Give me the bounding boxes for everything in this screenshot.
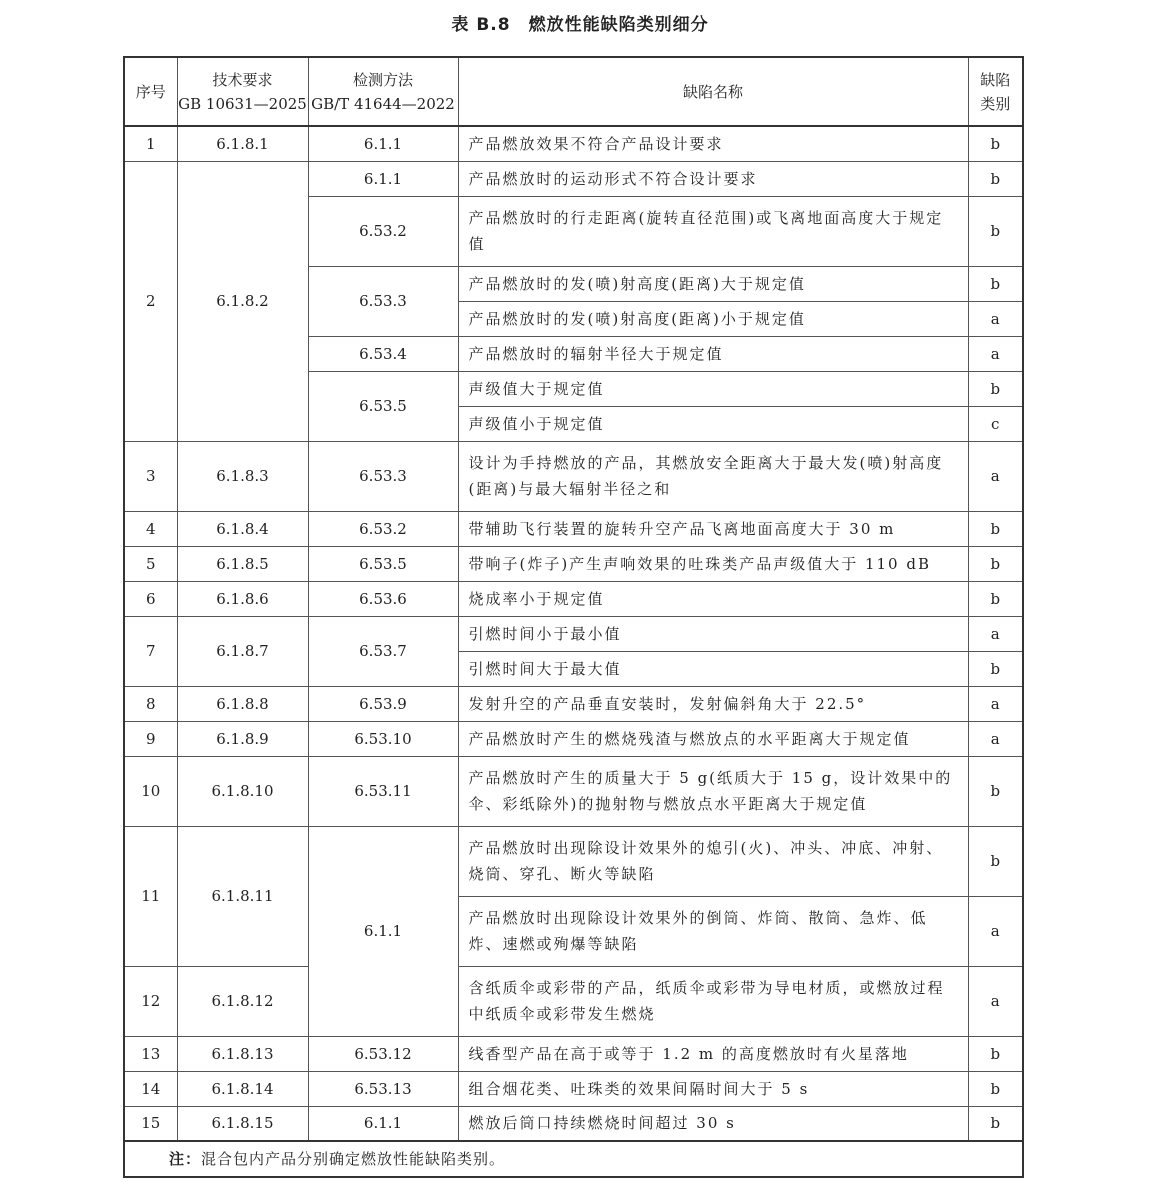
requirement-cell: 6.1.8.2: [177, 161, 308, 441]
category-cell: b: [968, 196, 1023, 266]
defect-name-cell: 组合烟花类、吐珠类的效果间隔时间大于 5 s: [458, 1071, 968, 1106]
defect-name-cell: 含纸质伞或彩带的产品，纸质伞或彩带为导电材质，或燃放过程中纸质伞或彩带发生燃烧: [458, 966, 968, 1036]
seq-cell: 1: [124, 126, 177, 161]
table-row: [124, 721, 1023, 756]
table-row: [124, 756, 1023, 826]
defect-name-cell: 带响子(炸子)产生声响效果的吐珠类产品声级值大于 110 dB: [458, 546, 968, 581]
requirement-cell: 6.1.8.12: [177, 966, 308, 1036]
note-row: [124, 1141, 1023, 1177]
category-cell: a: [968, 616, 1023, 651]
category-cell: a: [968, 336, 1023, 371]
category-cell: b: [968, 511, 1023, 546]
table-row: [124, 1106, 1023, 1141]
seq-cell: 15: [124, 1106, 177, 1141]
seq-cell: 8: [124, 686, 177, 721]
requirement-cell: 6.1.8.10: [177, 756, 308, 826]
method-cell: 6.53.3: [308, 266, 458, 336]
category-cell: b: [968, 581, 1023, 616]
defect-name-cell: 产品燃放时出现除设计效果外的倒筒、炸筒、散筒、急炸、低炸、速燃或殉爆等缺陷: [458, 896, 968, 966]
method-cell: 6.53.5: [308, 371, 458, 441]
defect-name-cell: 设计为手持燃放的产品，其燃放安全距离大于最大发(喷)射高度(距离)与最大辐射半径之和: [458, 441, 968, 511]
method-cell: 6.53.12: [308, 1036, 458, 1071]
requirement-cell: 6.1.8.11: [177, 826, 308, 966]
table-row: [124, 126, 1023, 161]
category-cell: b: [968, 371, 1023, 406]
defect-name-cell: 产品燃放时的行走距离(旋转直径范围)或飞离地面高度大于规定值: [458, 196, 968, 266]
category-cell: b: [968, 651, 1023, 686]
defect-name-cell: 烧成率小于规定值: [458, 581, 968, 616]
defect-name-cell: 产品燃放时的发(喷)射高度(距离)小于规定值: [458, 301, 968, 336]
method-cell: 6.53.9: [308, 686, 458, 721]
requirement-cell: 6.1.8.7: [177, 616, 308, 686]
seq-cell: 9: [124, 721, 177, 756]
defect-name-cell: 带辅助飞行装置的旋转升空产品飞离地面高度大于 30 m: [458, 511, 968, 546]
category-cell: b: [968, 126, 1023, 161]
defect-name-cell: 产品燃放时的运动形式不符合设计要求: [458, 161, 968, 196]
method-cell: 6.1.1: [308, 161, 458, 196]
table-row: [124, 826, 1023, 896]
category-cell: a: [968, 441, 1023, 511]
table-row: [124, 546, 1023, 581]
table-row: [124, 441, 1023, 511]
seq-cell: 7: [124, 616, 177, 686]
defect-name-cell: 燃放后筒口持续燃烧时间超过 30 s: [458, 1106, 968, 1141]
defect-name-cell: 产品燃放时产生的燃烧残渣与燃放点的水平距离大于规定值: [458, 721, 968, 756]
category-cell: b: [968, 546, 1023, 581]
category-cell: c: [968, 406, 1023, 441]
seq-cell: 4: [124, 511, 177, 546]
category-cell: a: [968, 721, 1023, 756]
category-cell: b: [968, 1106, 1023, 1141]
seq-cell: 10: [124, 756, 177, 826]
seq-cell: 2: [124, 161, 177, 441]
note-label: 注：: [169, 1150, 202, 1168]
seq-cell: 3: [124, 441, 177, 511]
seq-cell: 12: [124, 966, 177, 1036]
defect-name-cell: 产品燃放时出现除设计效果外的熄引(火)、冲头、冲底、冲射、烧筒、穿孔、断火等缺陷: [458, 826, 968, 896]
method-cell: 6.53.4: [308, 336, 458, 371]
defect-name-cell: 线香型产品在高于或等于 1.2 m 的高度燃放时有火星落地: [458, 1036, 968, 1071]
defect-name-cell: 产品燃放效果不符合产品设计要求: [458, 126, 968, 161]
header-requirement-standard: GB 10631—2025: [178, 94, 307, 113]
header-category: [968, 57, 1023, 126]
header-category-line2: 类别: [980, 94, 1011, 113]
method-cell: 6.53.13: [308, 1071, 458, 1106]
requirement-cell: 6.1.8.4: [177, 511, 308, 546]
requirement-cell: 6.1.8.3: [177, 441, 308, 511]
defect-name-cell: 产品燃放时的发(喷)射高度(距离)大于规定值: [458, 266, 968, 301]
category-cell: a: [968, 301, 1023, 336]
method-cell: 6.53.2: [308, 511, 458, 546]
header-defect-name: 缺陷名称: [458, 57, 968, 126]
method-cell: 6.1.1: [308, 126, 458, 161]
table-title: 表 B.8 燃放性能缺陷类别细分: [451, 15, 709, 35]
requirement-cell: 6.1.8.13: [177, 1036, 308, 1071]
category-cell: b: [968, 266, 1023, 301]
method-cell: 6.53.11: [308, 756, 458, 826]
requirement-cell: 6.1.8.8: [177, 686, 308, 721]
header-requirement-label: 技术要求: [212, 70, 273, 89]
defect-name-cell: 声级值大于规定值: [458, 371, 968, 406]
requirement-cell: 6.1.8.1: [177, 126, 308, 161]
requirement-cell: 6.1.8.9: [177, 721, 308, 756]
defect-name-cell: 引燃时间大于最大值: [458, 651, 968, 686]
method-cell: 6.53.5: [308, 546, 458, 581]
requirement-cell: 6.1.8.15: [177, 1106, 308, 1141]
header-category-line1: 缺陷: [980, 70, 1011, 89]
method-cell: 6.53.2: [308, 196, 458, 266]
header-row: [124, 57, 1023, 126]
header-method-standard: GB/T 41644—2022: [311, 94, 455, 113]
requirement-cell: 6.1.8.5: [177, 546, 308, 581]
seq-cell: 13: [124, 1036, 177, 1071]
method-cell: 6.53.7: [308, 616, 458, 686]
method-cell: 6.53.10: [308, 721, 458, 756]
seq-cell: 14: [124, 1071, 177, 1106]
requirement-cell: 6.1.8.6: [177, 581, 308, 616]
category-cell: a: [968, 896, 1023, 966]
table-row: [124, 966, 1023, 1036]
defect-table: [123, 56, 1024, 1178]
defect-name-cell: 产品燃放时产生的质量大于 5 g(纸质大于 15 g，设计效果中的伞、彩纸除外)的抛射物与燃放点水平距离大于规定值: [458, 756, 968, 826]
table-note: [124, 1141, 1023, 1177]
header-method: [308, 57, 458, 126]
category-cell: b: [968, 1036, 1023, 1071]
method-cell: 6.1.1: [308, 1106, 458, 1141]
note-text: 混合包内产品分别确定燃放性能缺陷类别。: [201, 1150, 506, 1168]
defect-name-cell: 产品燃放时的辐射半径大于规定值: [458, 336, 968, 371]
header-requirement: [177, 57, 308, 126]
method-cell: 6.1.1: [308, 826, 458, 1036]
category-cell: a: [968, 686, 1023, 721]
method-cell: 6.53.6: [308, 581, 458, 616]
header-method-label: 检测方法: [352, 70, 413, 89]
seq-cell: 5: [124, 546, 177, 581]
category-cell: b: [968, 1071, 1023, 1106]
category-cell: b: [968, 756, 1023, 826]
category-cell: b: [968, 826, 1023, 896]
table-row: [124, 511, 1023, 546]
header-seq: 序号: [124, 57, 177, 126]
table-row: [124, 616, 1023, 651]
defect-name-cell: 声级值小于规定值: [458, 406, 968, 441]
table-row: [124, 1036, 1023, 1071]
seq-cell: 6: [124, 581, 177, 616]
table-row: [124, 581, 1023, 616]
requirement-cell: 6.1.8.14: [177, 1071, 308, 1106]
seq-cell: 11: [124, 826, 177, 966]
category-cell: b: [968, 161, 1023, 196]
defect-name-cell: 发射升空的产品垂直安装时，发射偏斜角大于 22.5°: [458, 686, 968, 721]
defect-name-cell: 引燃时间小于最小值: [458, 616, 968, 651]
table-row: [124, 1071, 1023, 1106]
table-row: [124, 686, 1023, 721]
method-cell: 6.53.3: [308, 441, 458, 511]
category-cell: a: [968, 966, 1023, 1036]
table-row: [124, 161, 1023, 196]
